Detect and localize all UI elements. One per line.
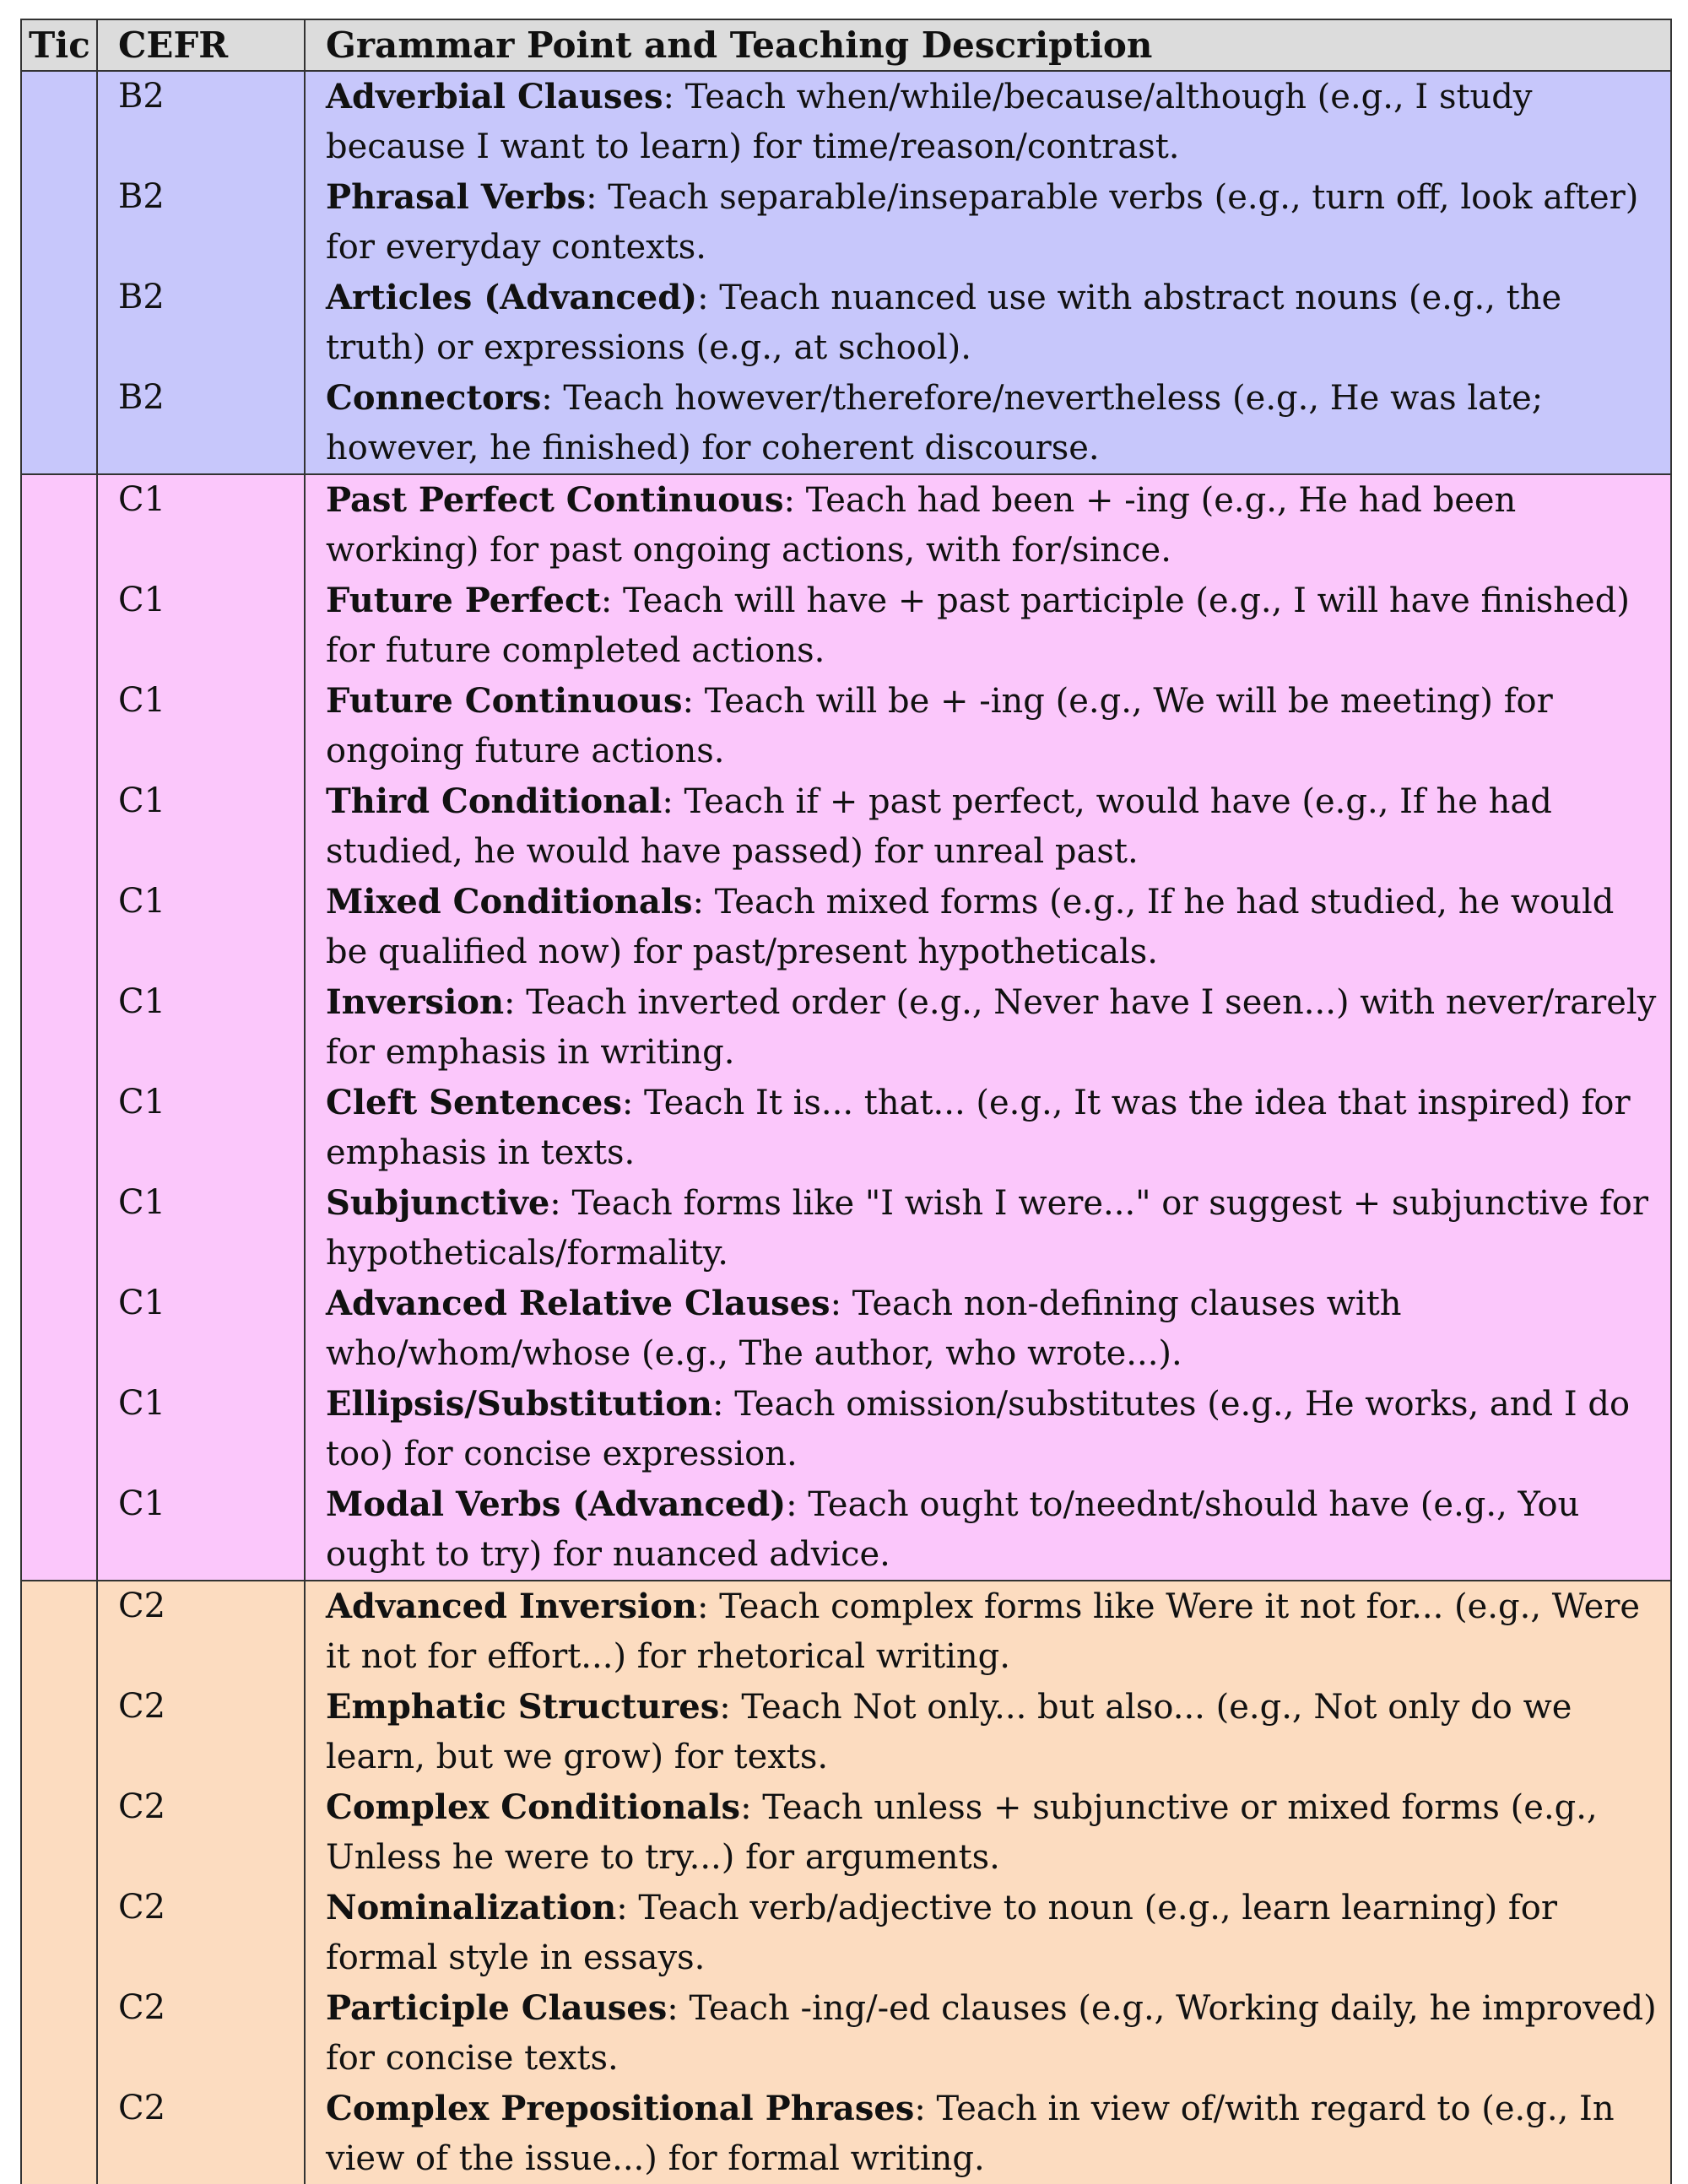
grammar-term: Mixed Conditionals (326, 882, 693, 922)
grammar-term: Nominalization (326, 1888, 617, 1927)
cefr-level: C1 (97, 1178, 305, 1279)
tick-cell (21, 172, 97, 273)
table-row (21, 676, 1671, 776)
grammar-term: Advanced Relative Clauses (326, 1284, 830, 1323)
term-separator: : (696, 1587, 709, 1626)
term-separator: : (786, 1485, 798, 1524)
grammar-description-cell (305, 2084, 1671, 2184)
tick-cell (21, 1581, 97, 1682)
tick-cell (21, 776, 97, 877)
grammar-description-cell (305, 1682, 1671, 1782)
grammar-table (20, 19, 1672, 2184)
grammar-term: Participle Clauses (326, 1988, 668, 2028)
term-separator: : (682, 682, 694, 721)
cefr-level: C1 (97, 877, 305, 977)
teaching-description: Teach verb/adjective to noun (e.g., learn learning) for formal style in essays. (326, 1889, 1557, 1977)
grammar-term: Inversion (326, 982, 505, 1022)
grammar-description-cell (305, 1782, 1671, 1883)
term-separator: : (697, 278, 709, 317)
teaching-description: Teach -ing/-ed clauses (e.g., Working daily, he improved) for concise texts. (326, 1989, 1657, 2078)
term-separator: : (616, 1889, 628, 1927)
grammar-term: Future Continuous (326, 681, 683, 721)
cefr-level: C1 (97, 977, 305, 1078)
term-separator: : (621, 1084, 634, 1122)
tick-cell (21, 2084, 97, 2184)
teaching-description: Teach had been + -ing (e.g., He had been working) for past ongoing actions, with for/since. (326, 481, 1517, 570)
teaching-description: Teach however/therefore/nevertheless (e.g., He was late; however, he finished) for coherent discourse. (326, 379, 1544, 468)
cefr-level: C1 (97, 1078, 305, 1178)
grammar-term: Adverbial Clauses (326, 77, 663, 116)
cefr-level: B2 (97, 373, 305, 474)
term-separator: : (549, 1184, 561, 1223)
table-row (21, 474, 1671, 576)
teaching-description: Teach omission/substitutes (e.g., He works, and I do too) for concise expression. (326, 1385, 1631, 1473)
cefr-level: C1 (97, 576, 305, 676)
tick-cell (21, 1682, 97, 1782)
teaching-description: Teach will be + -ing (e.g., We will be meeting) for ongoing future actions. (326, 682, 1553, 770)
grammar-term: Connectors (326, 378, 542, 418)
term-separator: : (541, 379, 553, 418)
term-separator: : (783, 481, 795, 520)
cefr-level: C1 (97, 1279, 305, 1379)
tick-cell (21, 1178, 97, 1279)
grammar-description-cell (305, 1379, 1671, 1479)
table-row (21, 2084, 1671, 2184)
term-separator: : (712, 1385, 724, 1424)
tick-cell (21, 474, 97, 576)
grammar-term: Phrasal Verbs (326, 177, 587, 217)
tick-cell (21, 977, 97, 1078)
table-row (21, 776, 1671, 877)
table-row (21, 1983, 1671, 2084)
grammar-description-cell (305, 1178, 1671, 1279)
tick-cell (21, 1078, 97, 1178)
teaching-description: Teach will have + past participle (e.g., I will have finished) for future completed actions. (326, 581, 1630, 670)
term-separator: : (663, 78, 674, 116)
grammar-description-cell (305, 877, 1671, 977)
header-description: Grammar Point and Teaching Description (305, 19, 1671, 71)
table-row (21, 373, 1671, 474)
grammar-term: Cleft Sentences (326, 1083, 622, 1122)
teaching-description: Teach inverted order (e.g., Never have I seen...) with never/rarely for emphasis in writing. (326, 983, 1657, 1072)
term-separator: : (662, 782, 674, 821)
table-row (21, 576, 1671, 676)
teaching-description: Teach unless + subjunctive or mixed forms (e.g., Unless he were to try...) for arguments. (326, 1788, 1598, 1877)
table-row (21, 1078, 1671, 1178)
tick-cell (21, 877, 97, 977)
tick-cell (21, 1479, 97, 1581)
teaching-description: Teach forms like "I wish I were..." or suggest + subjunctive for hypotheticals/formality. (326, 1184, 1649, 1273)
term-separator: : (830, 1284, 842, 1323)
tick-cell (21, 1883, 97, 1983)
tick-cell (21, 373, 97, 474)
grammar-description-cell (305, 1581, 1671, 1682)
grammar-term: Ellipsis/Substitution (326, 1384, 713, 1424)
table-row (21, 877, 1671, 977)
cefr-level: B2 (97, 172, 305, 273)
cefr-level: C2 (97, 1682, 305, 1782)
term-separator: : (667, 1989, 679, 2028)
grammar-description-cell (305, 776, 1671, 877)
table-row (21, 1479, 1671, 1581)
teaching-description: Teach separable/inseparable verbs (e.g., turn off, look after) for everyday contexts. (326, 178, 1639, 267)
table-row (21, 1782, 1671, 1883)
table-row (21, 1581, 1671, 1682)
tick-cell (21, 71, 97, 172)
teaching-description: Teach non-defining clauses with who/whom/whose (e.g., The author, who wrote...). (326, 1284, 1402, 1373)
table-row (21, 1883, 1671, 1983)
grammar-term: Past Perfect Continuous (326, 480, 784, 520)
grammar-description-cell (305, 1279, 1671, 1379)
teaching-description: Teach when/while/because/although (e.g., I study because I want to learn) for time/reason/contrast. (326, 78, 1533, 166)
cefr-level: C2 (97, 1983, 305, 2084)
cefr-level: C1 (97, 776, 305, 877)
table-row (21, 1682, 1671, 1782)
grammar-description-cell (305, 1078, 1671, 1178)
tick-cell (21, 1983, 97, 2084)
cefr-level: C2 (97, 1782, 305, 1883)
tick-cell (21, 273, 97, 373)
teaching-description: Teach nuanced use with abstract nouns (e.g., the truth) or expressions (e.g., at school). (326, 278, 1562, 367)
header-cefr: CEFR (97, 19, 305, 71)
grammar-term: Articles (Advanced) (326, 278, 698, 317)
cefr-level: C2 (97, 1581, 305, 1682)
header-row (21, 19, 1671, 71)
grammar-description-cell (305, 977, 1671, 1078)
grammar-term: Modal Verbs (Advanced) (326, 1484, 787, 1524)
grammar-term: Advanced Inversion (326, 1587, 697, 1626)
grammar-description-cell (305, 1479, 1671, 1581)
teaching-description: Teach Not only... but also... (e.g., Not only do we learn, but we grow) for texts. (326, 1688, 1572, 1776)
cefr-level: C1 (97, 676, 305, 776)
teaching-description: Teach if + past perfect, would have (e.g., If he had studied, he would have passed) for unreal past. (326, 782, 1552, 871)
term-separator: : (740, 1788, 752, 1827)
grammar-description-cell (305, 474, 1671, 576)
term-separator: : (692, 883, 704, 922)
cefr-level: B2 (97, 273, 305, 373)
grammar-description-cell (305, 576, 1671, 676)
teaching-description: Teach ought to/neednt/should have (e.g., You ought to try) for nuanced advice. (326, 1485, 1580, 1574)
cefr-level: C1 (97, 1379, 305, 1479)
grammar-description-cell (305, 172, 1671, 273)
term-separator: : (914, 2089, 926, 2128)
table-row (21, 71, 1671, 172)
tick-cell (21, 576, 97, 676)
table-row (21, 977, 1671, 1078)
grammar-description-cell (305, 1883, 1671, 1983)
grammar-term: Complex Prepositional Phrases (326, 2089, 915, 2128)
cefr-level: C1 (97, 1479, 305, 1581)
grammar-description-cell (305, 676, 1671, 776)
header-tick: Tic (21, 19, 97, 71)
cefr-level: C2 (97, 2084, 305, 2184)
grammar-term: Future Perfect (326, 581, 601, 620)
cefr-level: C2 (97, 1883, 305, 1983)
teaching-description: Teach mixed forms (e.g., If he had studied, he would be qualified now) for past/present hypotheticals. (326, 883, 1615, 971)
grammar-description-cell (305, 1983, 1671, 2084)
tick-cell (21, 1782, 97, 1883)
teaching-description: Teach in view of/with regard to (e.g., In view of the issue...) for formal writing. (326, 2089, 1615, 2178)
cefr-level: C1 (97, 474, 305, 576)
table-row (21, 172, 1671, 273)
table-row (21, 1279, 1671, 1379)
table-row (21, 273, 1671, 373)
term-separator: : (504, 983, 516, 1022)
grammar-term: Subjunctive (326, 1183, 550, 1223)
tick-cell (21, 676, 97, 776)
grammar-description-cell (305, 273, 1671, 373)
teaching-description: Teach It is... that... (e.g., It was the idea that inspired) for emphasis in texts. (326, 1084, 1631, 1172)
grammar-term: Third Conditional (326, 781, 663, 821)
grammar-term: Emphatic Structures (326, 1687, 720, 1727)
term-separator: : (586, 178, 598, 217)
grammar-description-cell (305, 373, 1671, 474)
term-separator: : (600, 581, 613, 620)
teaching-description: Teach complex forms like Were it not for... (e.g., Were it not for effort...) for rhetorical writing. (326, 1587, 1641, 1676)
grammar-description-cell (305, 71, 1671, 172)
table-row (21, 1379, 1671, 1479)
tick-cell (21, 1279, 97, 1379)
table-row (21, 1178, 1671, 1279)
cefr-level: B2 (97, 71, 305, 172)
table-body (21, 71, 1671, 2184)
tick-cell (21, 1379, 97, 1479)
grammar-term: Complex Conditionals (326, 1787, 741, 1827)
term-separator: : (719, 1688, 731, 1727)
